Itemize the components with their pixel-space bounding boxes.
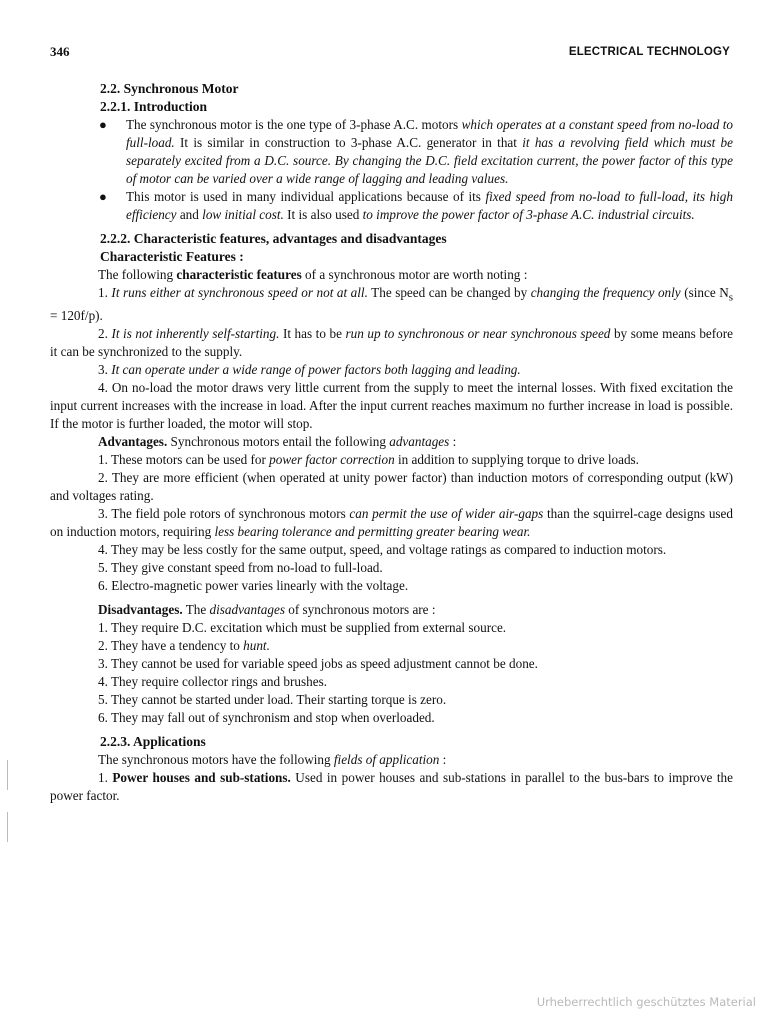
feature-item: 2. It is not inherently self-starting. It has to be run up to synchronous or near synchronous speed by some means before it can be synchronized to the supply. (50, 325, 734, 359)
disadvantage-item: 6. They may fall out of synchronism and stop when overloaded. (98, 709, 435, 725)
advantage-item: 1. These motors can be used for power factor correction in addition to supplying torque to drive loads. (98, 451, 639, 467)
page-number: 346 (50, 44, 70, 59)
advantage-item: 5. They give constant speed from no-load to full-load. (98, 559, 383, 575)
margin-mark (7, 812, 8, 842)
subsection-heading: 2.2.3. Applications (100, 733, 206, 749)
advantage-item: 4. They may be less costly for the same output, speed, and voltage ratings as compared to induction motors. (98, 541, 667, 557)
features-intro: The following characteristic features of a synchronous motor are worth noting : (98, 267, 528, 282)
advantage-item: 6. Electro-magnetic power varies linearly with the voltage. (98, 577, 409, 593)
advantage-item: 2. They are more efficient (when operated at unity power factor) than induction motors of corresponding output (kW) and voltages rating. (50, 469, 733, 503)
margin-mark (7, 760, 8, 790)
bullet-paragraph: ● This motor is used in many individual applications because of its fixed speed from no-load to full-load, its high efficiency and low initial cost. It is also used to improve the power factor of 3-phase A.C. industrial circuits. (99, 189, 733, 222)
watermark: Urheberrechtlich geschütztes Material (536, 995, 756, 1009)
bullet-paragraph: ● The synchronous motor is the one type of 3-phase A.C. motors which operates at a constant speed from no-load to full-load. It is similar in construction to 3-phase A.C. generator in that it has a revolving field which must be separately excited from a D.C. source. By changing the D.C. field excitation current, the power factor of this type of motor can be varied over a wide range of lagging and leading values. (99, 117, 734, 186)
feature-item: 4. On no-load the motor draws very little current from the supply to meet the internal losses. With fixed excitation the input current increases with the increase in load. After the input current reaches maximum no further increase in load is possible. If the motor is further loaded, the motor will stop. (50, 379, 733, 431)
disadvantage-item: 5. They cannot be started under load. Their starting torque is zero. (98, 691, 447, 707)
application-item: 1. Power houses and sub-stations. Used in power houses and sub-stations in parallel to the bus-bars to improve the power factor. (50, 769, 733, 803)
running-title: ELECTRICAL TECHNOLOGY (568, 46, 730, 58)
bullet-icon: ● (99, 189, 107, 204)
bullet-icon: ● (99, 117, 107, 132)
feature-item: 3. It can operate under a wide range of power factors both lagging and leading. (98, 361, 521, 377)
disadvantages-intro: Disadvantages. The disadvantages of synchronous motors are : (98, 601, 436, 617)
section-heading: 2.2. Synchronous Motor (100, 81, 239, 96)
subsection-heading: 2.2.2. Characteristic features, advantages and disadvantages (100, 231, 447, 246)
applications-intro: The synchronous motors have the following fields of application : (98, 751, 447, 767)
advantage-item: 3. The field pole rotors of synchronous motors can permit the use of wider air-gaps than the squirrel-cage designs used on induction motors, requiring less bearing tolerance and permitting greater bearing wear. (50, 505, 734, 539)
page-body (50, 80, 733, 805)
disadvantage-item: 4. They require collector rings and brushes. (98, 673, 328, 689)
disadvantage-item: 2. They have a tendency to hunt. (98, 637, 270, 653)
feature-item: 1. It runs either at synchronous speed or not at all. The speed can be changed by changing the frequency only (since $N_s = 120f/p$). (50, 285, 734, 323)
advantages-intro: Advantages. Synchronous motors entail the following advantages : (98, 433, 457, 449)
disadvantage-item: 3. They cannot be used for variable speed jobs as speed adjustment cannot be done. (98, 655, 538, 671)
disadvantage-item: 1. They require D.C. excitation which must be supplied from external source. (98, 619, 507, 635)
subsection-heading: 2.2.1. Introduction (100, 99, 208, 114)
features-heading: Characteristic Features : (100, 249, 244, 264)
